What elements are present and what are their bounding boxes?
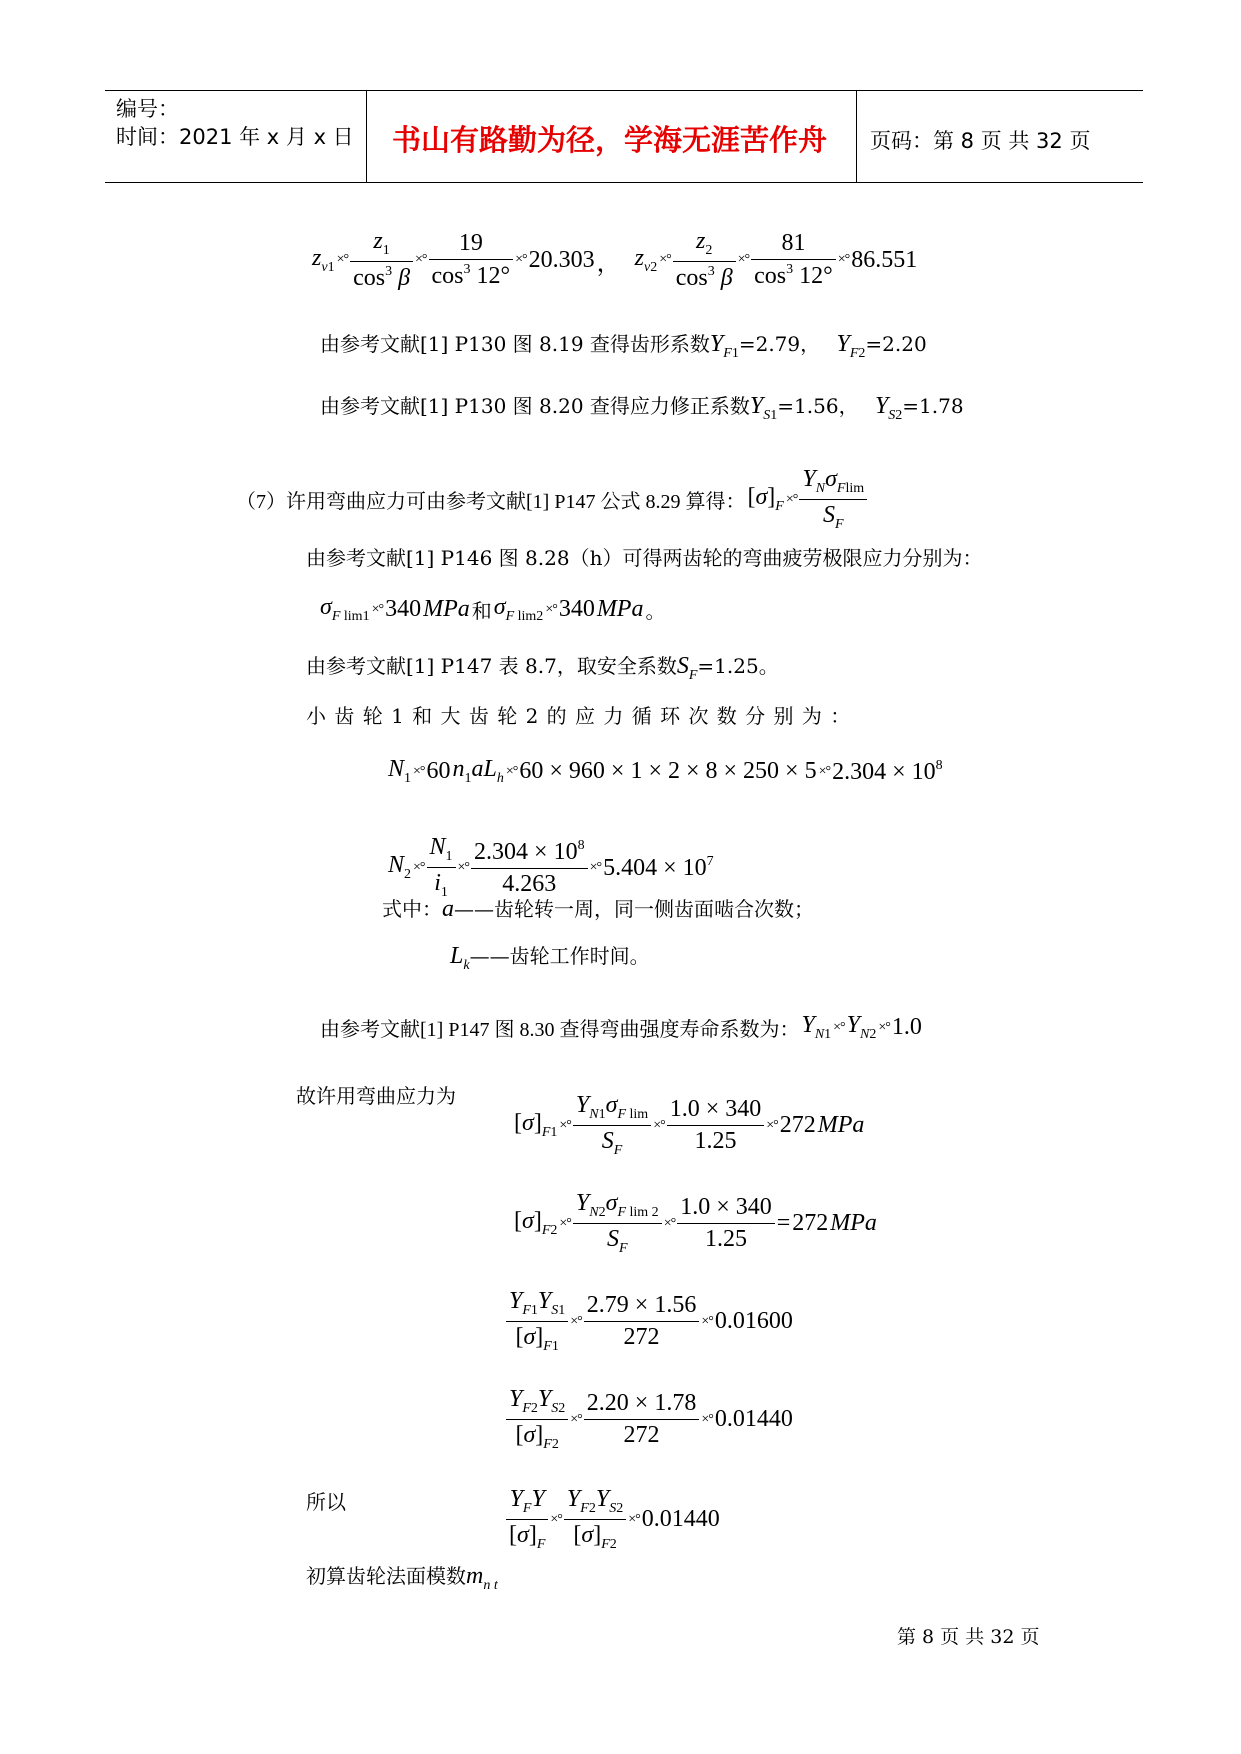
header-page-label: 页码：第 8 页 共 32 页	[870, 129, 1091, 153]
zv-equation: $z_{v1}$ ×° $\frac{z_1}{\cos^3 \beta}$ ×° $\frac{19}{\cos^3 12^\circ}$ ×° 20.303 ， $z_{v2}$ ×° $\frac{z_2}{\cos^3 \beta}$ ×° $\frac{81}{\cos^3 12^\circ}$ ×° 86.551	[312, 228, 918, 291]
safety-factor-line: 由参考文献[1] P147 表 8.7，取安全系数$S_F=1.25$。	[306, 653, 779, 683]
where-a-line: 式中：a——齿轮转一周，同一侧齿面啮合次数；	[382, 896, 814, 922]
zv2-fraction: $\frac{z_2}{\cos^3 \beta}$	[673, 228, 736, 292]
allowable-stress-f1: $[\sigma]_{F1}$ ×° $\frac{Y_{N1}\sigma_F _{lim}}{S_F}$ ×° $\frac{1.0 \times 340}{1.25}$ ×° 272 MPa	[514, 1092, 865, 1158]
fatigue-limit-values: $\sigma_F$ $_{lim1}$ ×° 340 MPa 和 $\sigma_F$ $_{lim2}$ ×° 340 MPa 。	[320, 594, 666, 624]
n1-equation: $N_1$ ×° 60 $n_1aL_h$ ×° 60 × 960 × 1 × 2 × 8 × 250 × 5 ×° $2.304 \times 10^8$	[388, 756, 943, 786]
doc-time-label: 时间：2021 年 x 月 x 日	[116, 125, 354, 149]
item7-line: （7）许用弯曲应力可由参考文献[1] P147 公式 8.29 算得： $[\sigma]_F$ ×° $\frac{Y_N\sigma_{Flim}}{S_F}$	[236, 466, 869, 533]
page-footer: 第 8 页 共 32 页	[897, 1626, 1040, 1648]
zv2-number-fraction: $\frac{81}{\cos^3 12^\circ}$	[751, 230, 836, 290]
header-divider-right	[856, 90, 857, 183]
zv1-value: 20.303	[528, 246, 595, 273]
stress-correction-line: 由参考文献[1] P130 图 8.20 查得应力修正系数$Y_{S1}=1.56$， $Y_{S2}=1.78$	[320, 393, 964, 423]
n2-equation: $N_2$ ×° $\frac{N_1}{i_1}$ ×° $\frac{2.304 \times 10^8}{4.263}$ ×° $5.404 \times 10^7$	[388, 834, 714, 900]
ratio-2: $\frac{Y_{F2}Y_{S2}}{[\sigma]_{F2}}$ ×° $\frac{2.20 \times 1.78}{272}$ ×° 0.01440	[506, 1386, 795, 1453]
ratio-final: $\frac{Y_FY}{[\sigma]_F}$ ×° $\frac{Y_{F2}Y_{S2}}{[\sigma]_{F2}}$ ×° 0.01440	[506, 1486, 722, 1553]
zv2-value: 86.551	[851, 246, 918, 273]
fatigue-limit-line: 由参考文献[1] P146 图 8.28（h）可得两齿轮的弯曲疲劳极限应力分别为：	[306, 546, 983, 570]
where-lk-line: $L_k——$齿轮工作时间。	[450, 943, 650, 973]
zv1-number-fraction: $\frac{19}{\cos^3 12^\circ}$	[429, 230, 514, 290]
tooth-form-factor-line: 由参考文献[1] P130 图 8.19 查得齿形系数$Y_{F1}=2.79$， $Y_{F2}=2.20$	[320, 331, 927, 361]
life-factor-line: 由参考文献[1] P147 图 8.30 查得弯曲强度寿命系数为： $Y_{N1}$ ×° $Y_{N2}$ ×° 1.0	[320, 1012, 922, 1042]
allowable-stress-formula: $\frac{Y_N\sigma_{Flim}}{S_F}$	[799, 466, 867, 533]
ratio-1: $\frac{Y_{F1}Y_{S1}}{[\sigma]_{F1}}$ ×° $\frac{2.79 \times 1.56}{272}$ ×° 0.01600	[506, 1288, 795, 1355]
so-label: 所以	[306, 1490, 346, 1514]
header-divider-left	[366, 90, 367, 183]
zv1-fraction: $\frac{z_1}{\cos^3 \beta}$	[350, 228, 413, 292]
allowable-stress-f2: $[\sigma]_{F2}$ ×° $\frac{Y_{N2}\sigma_F _{lim 2}}{S_F}$ ×° $\frac{1.0 \times 340}{1.25}$ = 272 MPa	[514, 1190, 877, 1256]
allowable-stress-label: 故许用弯曲应力为	[296, 1084, 456, 1108]
header-top-rule	[105, 90, 1143, 91]
equals-symbol: ×°	[336, 252, 349, 267]
cycles-line: 小 齿 轮 1 和 大 齿 轮 2 的 应 力 循 环 次 数 分 别 为 ：	[306, 704, 852, 728]
header-bottom-rule	[105, 182, 1143, 183]
header-motto: 书山有路勤为径，学海无涯苦作舟	[392, 123, 828, 157]
doc-code-label: 编号：	[116, 97, 179, 121]
normal-module-line: 初算齿轮法面模数$m_{n t}$	[306, 1563, 498, 1593]
